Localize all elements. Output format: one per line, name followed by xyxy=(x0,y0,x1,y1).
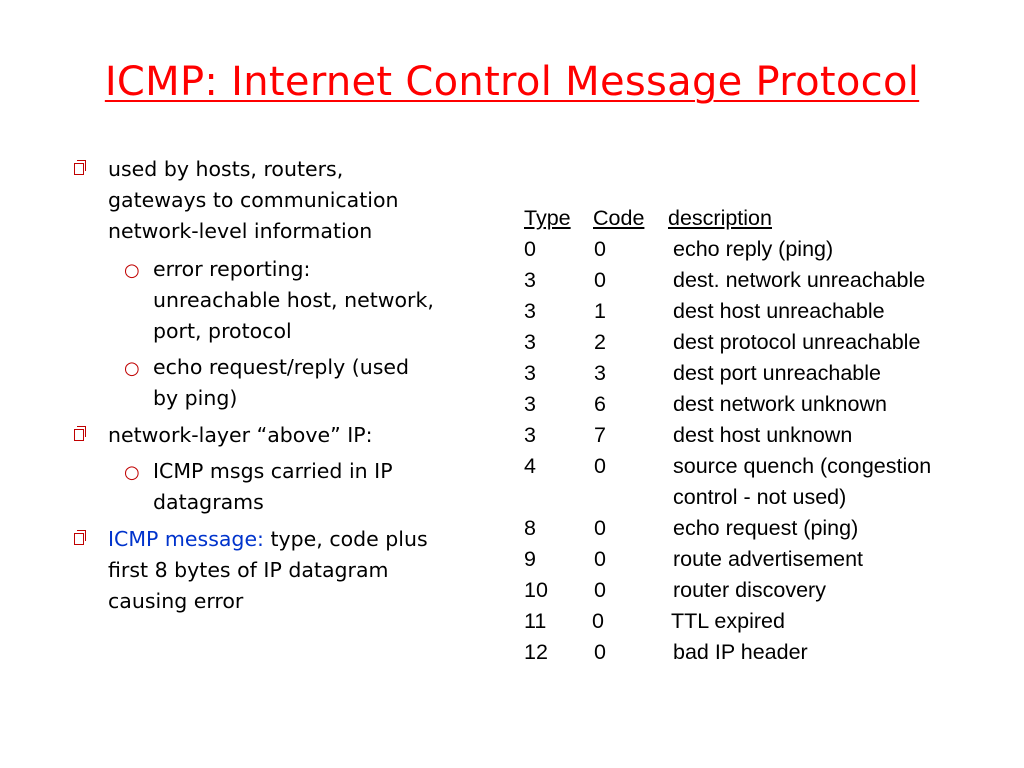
cell-code: 7 xyxy=(594,423,606,447)
cell-type: 8 xyxy=(524,516,536,540)
table-row xyxy=(0,327,1024,358)
cell-code: 2 xyxy=(594,330,606,354)
cell-description: echo reply (ping) xyxy=(673,237,834,261)
cell-type: 10 xyxy=(524,578,548,602)
table-row xyxy=(0,544,1024,575)
sphere-bullet-icon: ○ xyxy=(124,260,140,281)
accent-label: ICMP message: xyxy=(108,527,264,551)
table-row-continuation xyxy=(0,482,1024,513)
slide-title: ICMP: Internet Control Message Protocol xyxy=(104,59,920,105)
cell-description: dest host unreachable xyxy=(673,299,885,323)
sphere-bullet-icon: ○ xyxy=(124,462,140,483)
table-row xyxy=(0,234,1024,265)
cell-type: 11 xyxy=(524,609,547,633)
cell-description: router discovery xyxy=(673,578,826,602)
table-row xyxy=(0,420,1024,451)
cell-description: source quench (congestion xyxy=(673,454,932,478)
cell-code: 0 xyxy=(594,547,606,571)
cell-code: 0 xyxy=(594,454,606,478)
subbullet-text-line: unreachable host, network, xyxy=(153,288,434,312)
cell-description: dest network unknown xyxy=(673,392,887,416)
cell-code: 0 xyxy=(592,609,604,633)
cell-type: 3 xyxy=(524,423,536,447)
header-type: Type xyxy=(524,206,571,230)
bullet-text-rest: type, code plus xyxy=(263,527,428,551)
table-row xyxy=(0,575,1024,606)
cell-code: 0 xyxy=(594,640,606,664)
table-row xyxy=(0,513,1024,544)
subbullet-text-line: datagrams xyxy=(153,490,264,514)
bullet-text-line: gateways to communication xyxy=(108,188,399,212)
cell-type: 4 xyxy=(524,454,536,478)
cell-code: 0 xyxy=(594,268,606,292)
cell-code: 0 xyxy=(594,237,606,261)
cell-type: 3 xyxy=(524,268,536,292)
table-row xyxy=(0,637,1024,668)
bullet-text-line: first 8 bytes of IP datagram xyxy=(108,558,389,582)
table-row xyxy=(0,606,1024,637)
cell-type: 9 xyxy=(524,547,536,571)
cell-description: echo request (ping) xyxy=(673,516,859,540)
cell-type: 3 xyxy=(524,299,536,323)
cell-code: 0 xyxy=(594,516,606,540)
bullet-text-line: causing error xyxy=(108,589,244,613)
cell-type: 12 xyxy=(524,640,548,664)
header-code: Code xyxy=(593,206,645,230)
cell-description: TTL expired xyxy=(671,609,785,633)
subbullet-text-line: ICMP msgs carried in IP xyxy=(153,459,393,483)
bullet-text-line: network-layer “above” IP: xyxy=(108,423,373,447)
sphere-bullet-icon: ○ xyxy=(124,358,140,379)
cell-description: control - not used) xyxy=(673,485,847,509)
cell-type: 0 xyxy=(524,237,536,261)
subbullet-text-line: error reporting: xyxy=(153,257,311,281)
cell-description: bad IP header xyxy=(673,640,808,664)
cell-code: 0 xyxy=(594,578,606,602)
table-row xyxy=(0,265,1024,296)
subbullet-text-line: port, protocol xyxy=(153,319,292,343)
header-description: description xyxy=(668,206,772,230)
table-row xyxy=(0,451,1024,482)
cell-type: 3 xyxy=(524,330,536,354)
cell-description: dest protocol unreachable xyxy=(673,330,921,354)
table-row xyxy=(0,389,1024,420)
subbullet-text-line: echo request/reply (used xyxy=(153,355,410,379)
cell-code: 6 xyxy=(594,392,606,416)
cell-description: dest port unreachable xyxy=(673,361,881,385)
cell-description: route advertisement xyxy=(673,547,864,571)
table-row xyxy=(0,296,1024,327)
cell-description: dest host unknown xyxy=(673,423,853,447)
cell-description: dest. network unreachable xyxy=(673,268,926,292)
cell-code: 1 xyxy=(594,299,606,323)
cell-type: 3 xyxy=(524,392,536,416)
subbullet-text-line: by ping) xyxy=(153,386,238,410)
bullet-text-line: network-level information xyxy=(108,219,373,243)
cell-type: 3 xyxy=(524,361,536,385)
table-row xyxy=(0,358,1024,389)
cell-code: 3 xyxy=(594,361,606,385)
bullet-text-line: used by hosts, routers, xyxy=(108,157,344,181)
table-header xyxy=(0,203,1024,234)
